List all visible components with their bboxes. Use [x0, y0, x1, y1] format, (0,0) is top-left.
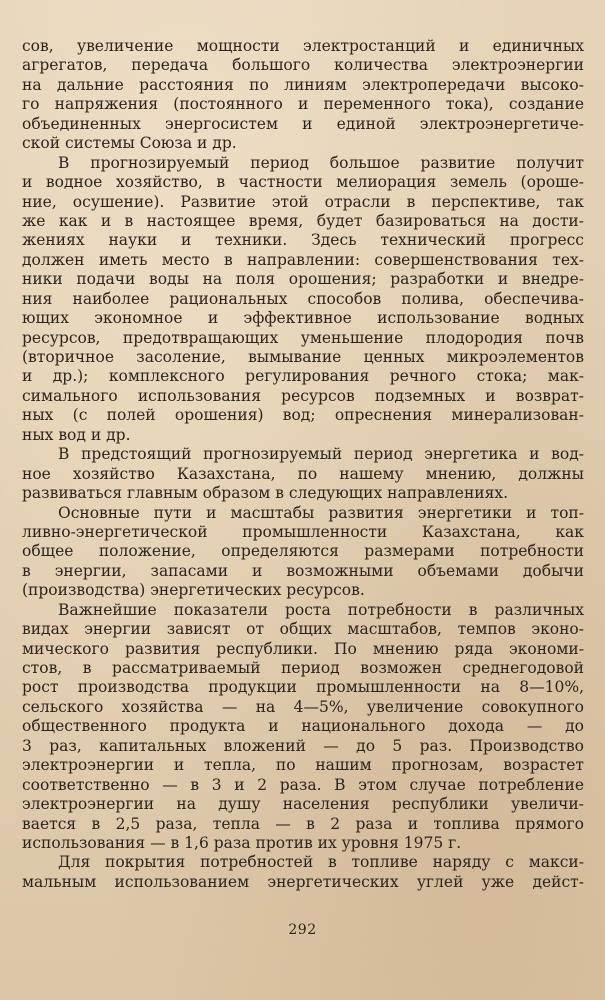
text-line: должен иметь место в направлении: совершенствования тех-	[22, 250, 584, 269]
text-line: и водное хозяйство, в частности мелиорация земель (ороше-	[22, 173, 584, 192]
text-line: В прогнозируемый период большое развитие получит	[58, 153, 584, 172]
text-line: мического развития республики. По мнению ряда экономи-	[22, 639, 584, 658]
text-line: развиваться главным образом в следующих направлениях.	[22, 484, 509, 503]
text-line: использования — в 1,6 раза против их уровня 1975 г.	[22, 833, 462, 852]
text-line: 3 раз, капитальных вложений — до 5 раз. Производство	[22, 736, 584, 755]
text-line: объединенных энергосистем и единой электроэнергетиче-	[22, 114, 584, 133]
text-line: ресурсов, предотвращающих уменьшение плодородия почв	[22, 328, 584, 347]
text-line: Важнейшие показатели роста потребности в различных	[58, 600, 584, 619]
text-line: электроэнергии и тепла, по нашим прогнозам, возрастет	[22, 756, 584, 775]
text-line: го напряжения (постоянного и переменного тока), создание	[22, 95, 584, 114]
text-line: общественного продукта и национального дохода — до	[22, 717, 584, 736]
text-line: ющих экономное и эффективное использование водных	[22, 309, 584, 328]
text-line: рост производства продукции промышленности на 8—10%,	[22, 678, 584, 697]
text-line: мальным использованием энергетических углей уже дейст-	[22, 872, 584, 891]
text-line: Для покрытия потребностей в топливе наряду с макси-	[58, 853, 584, 872]
text-line: электроэнергии на душу населения республики увеличи-	[22, 795, 584, 814]
text-line: ных (с полей орошения) вод; опреснения минерализован-	[22, 406, 584, 425]
text-line: симального использования ресурсов подземных и возврат-	[22, 386, 584, 405]
text-line: вается в 2,5 раза, тепла — в 2 раза и топлива прямого	[22, 814, 584, 833]
text-line: в энергии, запасами и возможными объемами добычи	[22, 561, 584, 580]
text-line: ской системы Союза и др.	[22, 134, 237, 153]
text-line: и др.); комплексного регулирования речного стока; мак-	[22, 367, 584, 386]
text-line: жениях науки и техники. Здесь технический прогресс	[22, 231, 584, 250]
text-line: агрегатов, передача большого количества электроэнергии	[22, 56, 584, 75]
page-number: 292	[288, 922, 317, 938]
text-line: Основные пути и масштабы развития энергетики и топ-	[58, 503, 584, 522]
text-line: стов, в рассматриваемый период возможен среднегодовой	[22, 659, 584, 677]
text-line: общее положение, определяются размерами потребности	[22, 542, 584, 561]
text-line: на дальние расстояния по линиям электропередачи высоко-	[22, 75, 584, 94]
text-line: ных вод и др.	[22, 425, 131, 444]
text-line: ния наиболее рациональных способов полива, обеспечива-	[22, 289, 584, 308]
text-line: ники подачи воды на поля орошения; разработки и внедре-	[22, 270, 584, 289]
body-text	[22, 37, 584, 892]
text-line: ние, осушение). Развитие этой отрасли в перспективе, так	[22, 192, 584, 211]
text-line: (вторичное засоление, вымывание ценных микроэлементов	[22, 348, 584, 366]
text-line: видах энергии зависят от общих масштабов, темпов эконо-	[22, 620, 584, 639]
text-line: сов, увеличение мощности электростанций и единичных	[22, 37, 584, 55]
text-line: В предстоящий прогнозируемый период энергетика и вод-	[58, 445, 584, 464]
text-line: (производства) энергетических ресурсов.	[22, 581, 365, 600]
text-line: ливно-энергетической промышленности Казахстана, как	[22, 522, 584, 541]
text-line: же как и в настоящее время, будет базироваться на дости-	[22, 211, 584, 230]
text-line: сельского хозяйства — на 4—5%, увеличение совокупного	[22, 697, 584, 716]
text-line: ное хозяйство Казахстана, по нашему мнению, должны	[22, 464, 584, 483]
text-line: соответственно — в 3 и 2 раза. В этом случае потребление	[22, 775, 584, 794]
